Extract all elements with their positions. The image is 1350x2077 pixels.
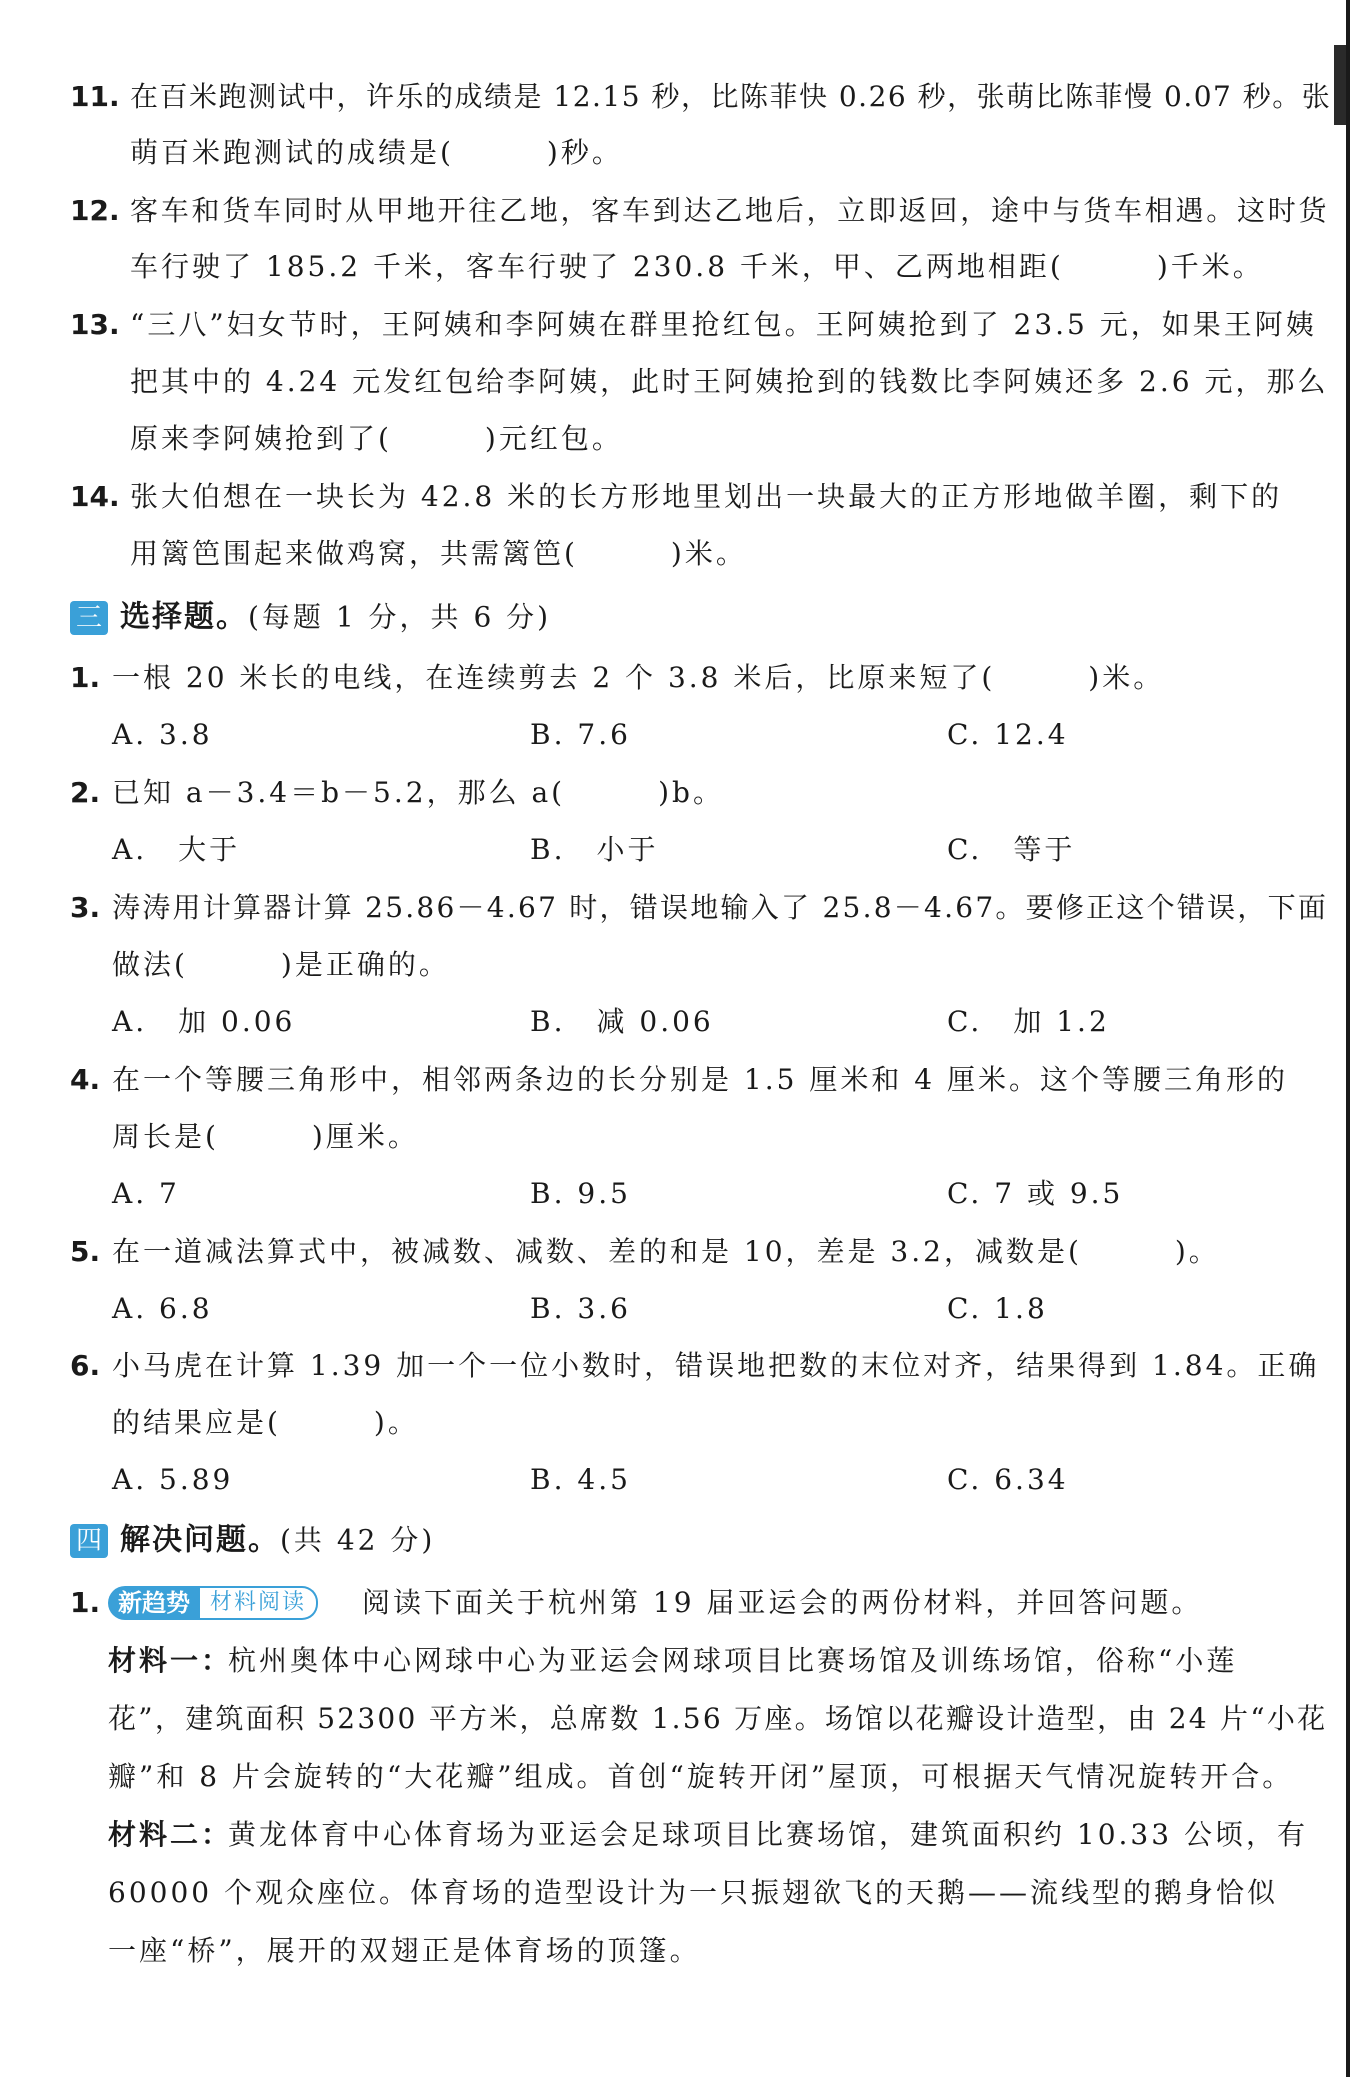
question-text: 车行驶了 185.2 千米，客车行驶了 230.8 千米，甲、乙两地相距( )千米。 <box>130 250 1264 283</box>
question-text: 原来李阿姨抢到了( )元红包。 <box>130 422 623 455</box>
option-c: C. 12.4 <box>947 718 1069 751</box>
option-b: B. 9.5 <box>530 1177 631 1210</box>
item-number: 13. <box>70 308 120 341</box>
item-number: 6. <box>70 1349 101 1382</box>
question-text: 用篱笆围起来做鸡窝，共需篱笆( )米。 <box>130 537 747 570</box>
material-2-text: 黄龙体育中心体育场为亚运会足球项目比赛场馆，建筑面积约 10.33 公顷，有 <box>228 1818 1308 1851</box>
page-edge <box>1346 0 1350 2077</box>
option-a: A. 加 0.06 <box>112 1005 296 1038</box>
material-1-label: 材料一： <box>108 1644 233 1677</box>
question-text: 在一个等腰三角形中，相邻两条边的长分别是 1.5 厘米和 4 厘米。这个等腰三角形的 <box>112 1063 1288 1096</box>
question-text: 在百米跑测试中，许乐的成绩是 12.15 秒，比陈菲快 0.26 秒，张萌比陈菲慢 0.07 秒。张 <box>130 80 1332 113</box>
question-text: 涛涛用计算器计算 25.86－4.67 时，错误地输入了 25.8－4.67。要修正这个错误，下面 <box>112 891 1329 924</box>
question-text: 在一道减法算式中，被减数、减数、差的和是 10，差是 3.2，减数是( )。 <box>112 1235 1220 1268</box>
question-text: 的结果应是( )。 <box>112 1406 419 1439</box>
item-number: 5. <box>70 1235 101 1268</box>
tag-sub-label: 材料阅读 <box>200 1586 318 1620</box>
section-score-note: (共 42 分) <box>280 1523 436 1557</box>
option-a: A. 7 <box>112 1177 180 1210</box>
section-title: 解决问题。 <box>120 1522 280 1558</box>
question-text: 张大伯想在一块长为 42.8 米的长方形地里划出一块最大的正方形地做羊圈，剩下的 <box>130 480 1283 513</box>
item-number: 14. <box>70 480 120 513</box>
option-a: A. 5.89 <box>112 1463 234 1496</box>
material-1-text: 花”，建筑面积 52300 平方米，总席数 1.56 万座。场馆以花瓣设计造型，由 24 片“小花 <box>108 1702 1328 1735</box>
section-score-note: (每题 1 分，共 6 分) <box>248 600 552 634</box>
material-2-text: 一座“桥”，展开的双翅正是体育场的顶篷。 <box>108 1934 701 1967</box>
item-number: 11. <box>70 80 120 113</box>
material-2-label: 材料二： <box>108 1818 233 1851</box>
section-title: 选择题。 <box>120 599 248 635</box>
question-text: 客车和货车同时从甲地开往乙地，客车到达乙地后，立即返回，途中与货车相遇。这时货 <box>130 194 1330 227</box>
question-text: 做法( )是正确的。 <box>112 948 450 981</box>
item-number: 12. <box>70 194 120 227</box>
option-b: B. 7.6 <box>530 718 631 751</box>
question-text: 小马虎在计算 1.39 加一个一位小数时，错误地把数的末位对齐，结果得到 1.84。正确 <box>112 1349 1320 1382</box>
option-c: C. 6.34 <box>947 1463 1069 1496</box>
question-text: 周长是( )厘米。 <box>112 1120 419 1153</box>
question-text: 萌百米跑测试的成绩是( )秒。 <box>130 136 623 169</box>
option-c: C. 加 1.2 <box>947 1005 1110 1038</box>
option-c: C. 7 或 9.5 <box>947 1177 1124 1210</box>
option-b: B. 小于 <box>530 833 659 866</box>
question-text: 一根 20 米长的电线，在连续剪去 2 个 3.8 米后，比原来短了( )米。 <box>112 661 1165 694</box>
page-edge-tab <box>1334 45 1346 125</box>
tag-main-label: 新趋势 <box>108 1586 200 1620</box>
question-text: 已知 a－3.4＝b－5.2，那么 a( )b。 <box>112 776 724 809</box>
material-1-text: 瓣”和 8 片会旋转的“大花瓣”组成。首创“旋转开闭”屋顶，可根据天气情况旋转开合。 <box>108 1760 1294 1793</box>
option-a: A. 3.8 <box>112 718 213 751</box>
section-heading-choice <box>70 597 551 638</box>
option-c: C. 1.8 <box>947 1292 1048 1325</box>
item-number: 1. <box>70 1586 101 1619</box>
new-trend-tag <box>108 1585 318 1621</box>
option-b: B. 3.6 <box>530 1292 631 1325</box>
question-text: “三八”妇女节时，王阿姨和李阿姨在群里抢红包。王阿姨抢到了 23.5 元，如果王阿姨 <box>130 308 1317 341</box>
item-number: 1. <box>70 661 101 694</box>
section-number-badge: 三 <box>70 601 108 635</box>
problem-intro: 阅读下面关于杭州第 19 届亚运会的两份材料，并回答问题。 <box>362 1586 1203 1619</box>
item-number: 3. <box>70 891 101 924</box>
option-c: C. 等于 <box>947 833 1076 866</box>
material-1-text: 杭州奥体中心网球中心为亚运会网球项目比赛场馆及训练场馆，俗称“小莲 <box>228 1644 1238 1677</box>
option-b: B. 4.5 <box>530 1463 631 1496</box>
question-text: 把其中的 4.24 元发红包给李阿姨，此时王阿姨抢到的钱数比李阿姨还多 2.6 元，那么 <box>130 365 1329 398</box>
item-number: 4. <box>70 1063 101 1096</box>
section-number-badge: 四 <box>70 1524 108 1558</box>
option-b: B. 减 0.06 <box>530 1005 714 1038</box>
section-heading-problems <box>70 1520 435 1561</box>
option-a: A. 6.8 <box>112 1292 213 1325</box>
option-a: A. 大于 <box>112 833 241 866</box>
item-number: 2. <box>70 776 101 809</box>
material-2-text: 60000 个观众座位。体育场的造型设计为一只振翅欲飞的天鹅——流线型的鹅身恰似 <box>108 1876 1278 1909</box>
